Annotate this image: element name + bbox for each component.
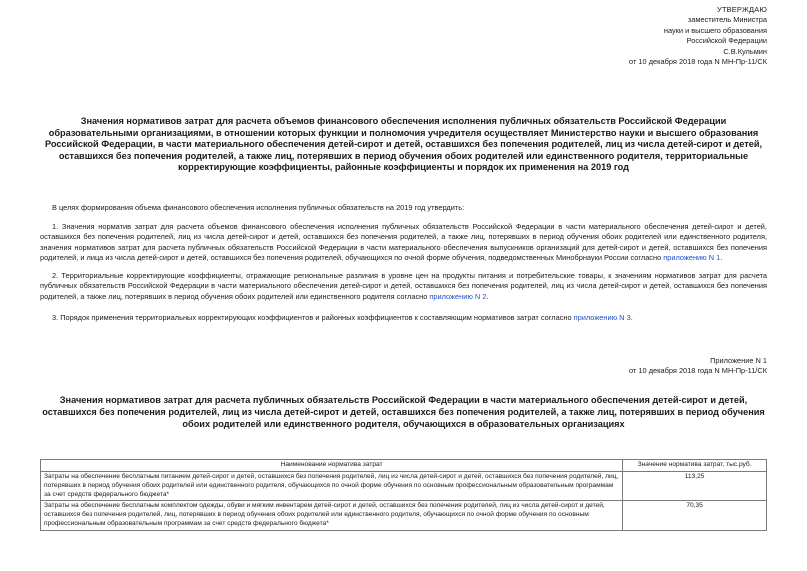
intro-text: В целях формирования объема финансового обеспечения исполнения публичных обязательств на 2019 год утвердить:	[52, 203, 465, 212]
appendix-header	[629, 356, 767, 377]
appendix-3-link[interactable]: приложению N 3	[573, 313, 631, 322]
approval-line-3: Российской Федерации	[686, 36, 767, 46]
table-row	[41, 501, 767, 530]
item-3-tail: .	[630, 313, 633, 322]
appendix-title: Значения нормативов затрат для расчета публичных обязательств Российской Федерации в части материального обеспечения детей-сирот и детей, оставшихся без попечения родителей, лиц из числа детей-сирот и детей, оставшихся без попечения родителей, а также лиц, потерявших в период обучения обоих родителей или единственного родителя, обучающихся в образовательных организациях	[42, 395, 765, 429]
item-1-text: 1. Значения норматив затрат для расчета объемов финансового обеспечения исполнения публичных обязательств Российской Федерации в части материального обеспечения детей-сирот и детей, оставшихся без попечения родителей, лиц из числа детей-сирот и детей, оставшихся без попечения родителей, а также лиц, потерявших в период обучения обоих родителей или единственного родителя, значения нормативов затрат для расчета публичных обязательств Российской Федерации в части материального обеспечения выпускников организаций для детей-сирот и детей, оставшихся без попечения родителей, и лица из числа детей-сирот и детей, оставшихся без попечения родителей, обучающихся по очной форме обучения, подведомственных Минобрнауки России согласно	[40, 222, 767, 263]
appendix-1-link[interactable]: приложению N 1	[663, 253, 721, 263]
approval-date: от 10 декабря 2018 года N МН-Пр-11/СК	[629, 57, 767, 67]
norm-name-cell: Затраты на обеспечение бесплатным комплектом одежды, обуви и мягким инвентарем детей-сирот и детей, оставшихся без попечения родителей, лиц из числа детей-сирот и детей, оставшихся без попечения родителей, лиц, потерявших в период обучения обоих родителей или единственного родителя, обучающихся по очной форме обучения по основным профессиональным образовательным программам за счет средств федерального бюджета*	[41, 501, 623, 530]
item-2-text: 2. Территориальные корректирующие коэффициенты, отражающие региональные различия в уровне цен на продукты питания и потребительские товары, к значениям нормативов затрат для расчета публичных обязательств Российской Федерации в части материального обеспечения детей-сирот и детей, оставшихся без попечения родителей, лиц из числа детей-сирот и детей, оставшихся без попечения родителей, а также лиц, потерявших в период обучения обоих родителей или единственного родителя согласно	[40, 271, 767, 301]
appendix-2-link[interactable]: приложению N 2	[429, 291, 487, 301]
document-title: Значения нормативов затрат для расчета объемов финансового обеспечения исполнения публичных обязательств Российской Федерации образовательными организациями, в отношении которых функции и полномочия учредителя осуществляет Министерство науки и высшего образования Российской Федерации, в части материального обеспечения детей-сирот и детей, оставшихся без попечения родителей, лиц из числа детей-сирот и детей, оставшихся без попечения родителей, а также лиц, потерявших в период обучения обоих родителей или единственного родителя, территориальные корректирующие коэффициенты, районные коэффициенты и порядок их применения на 2019 год	[44, 116, 763, 173]
item-2-tail: .	[486, 291, 489, 301]
header-norm-value: Значение норматива затрат, тыс.руб.	[623, 460, 767, 472]
header-norm-name: Наименование норматива затрат	[41, 460, 623, 472]
table-row	[41, 472, 767, 501]
approval-heading: УТВЕРЖДАЮ	[717, 5, 767, 14]
approval-line-1: заместитель Министра	[687, 15, 767, 25]
item-3	[40, 313, 767, 323]
approval-signer: С.В.Кульмин	[723, 46, 767, 56]
norm-value-cell: 113,25	[623, 472, 767, 501]
item-1	[40, 222, 767, 264]
approval-block	[629, 5, 767, 67]
approval-line-2: науки и высшего образования	[663, 25, 767, 35]
item-2	[40, 271, 767, 302]
norm-name-cell: Затраты на обеспечение бесплатным питанием детей-сирот и детей, оставшихся без попечения родителей, лиц из числа детей-сирот и детей, оставшихся без попечения родителей, лиц, потерявших в период обучения обоих родителей или единственного родителя, обучающихся по очной форме обучения по основным профессиональным образовательным программам за счет средств федерального бюджета*	[41, 472, 623, 501]
item-1-tail: .	[720, 253, 723, 263]
norms-table	[40, 459, 767, 531]
appendix-label: Приложение N 1	[710, 356, 767, 365]
item-3-text: 3. Порядок применения территориальных корректирующих коэффициентов и районных коэффициентов к составляющим нормативов затрат согласно	[52, 313, 574, 322]
table-header-row	[41, 460, 767, 472]
norm-value-cell: 70,35	[623, 501, 767, 530]
appendix-date: от 10 декабря 2018 года N МН-Пр-11/СК	[629, 366, 767, 376]
